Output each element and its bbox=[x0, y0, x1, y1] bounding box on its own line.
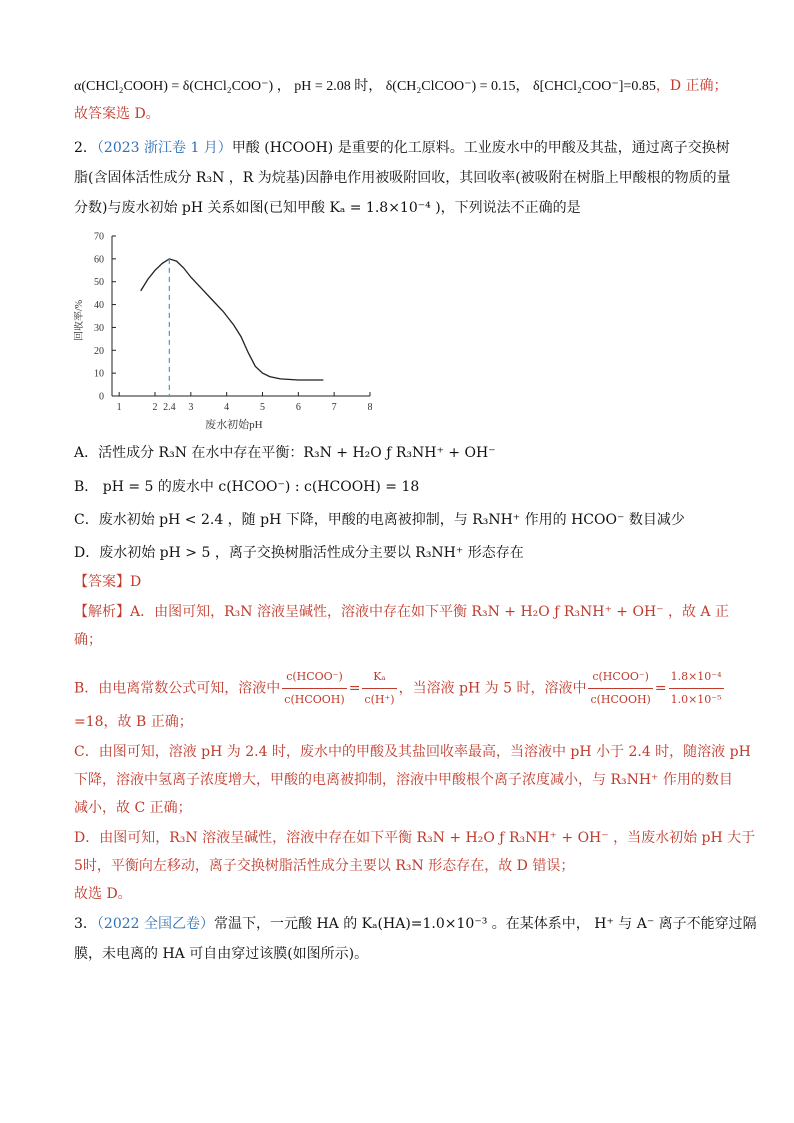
question-text: 常温下，一元酸 HA 的 Kₐ(HA)=1.0×10⁻³ 。在某体系中， H⁺ 与 A⁻ 离子不能穿过隔 bbox=[214, 916, 757, 932]
recovery-rate-chart bbox=[74, 226, 394, 436]
fraction-2-denominator: c(H⁺) bbox=[364, 693, 395, 706]
analysis-d-line-2: 5时，平衡向左移动，离子交换树脂活性成分主要以 R₃N 形态存在，故 D 错误； bbox=[74, 858, 575, 874]
analysis-a-line-2: 确； bbox=[74, 632, 102, 648]
fraction-1 bbox=[282, 666, 346, 711]
analysis-label: 【解析】 bbox=[74, 604, 130, 620]
question-2-line-1 bbox=[74, 138, 730, 158]
question-text: 甲酸 (HCOOH) 是重要的化工原料。工业废水中的甲酸及其盐，通过离子交换树 bbox=[231, 140, 730, 156]
question-2-line-3: 分数)与废水初始 pH 关系如图(已知甲酸 Kₐ = 1.8×10⁻⁴ )，下列说法不正确的是 bbox=[74, 200, 581, 216]
y-tick-label: 30 bbox=[94, 322, 104, 334]
x-tick-label: 5 bbox=[260, 402, 265, 413]
answer-value: D bbox=[130, 574, 142, 590]
x-tick-label: 3 bbox=[188, 402, 194, 413]
question-2-line-2: 脂(含固体活性成分 R₃N ，R 为烷基)因静电作用被吸附回收，其回收率(被吸附在树脂上甲酸根的物质的量 bbox=[74, 170, 731, 186]
analysis-b-line: B．由电离常数公式可知，溶液中 $\frac{\text{c(HCOO⁻)}}{\text{c(HCOOH)}}$ = $\frac{\text{Kₐ}}{c(H^+)}$ ，当溶液 pH 为 5 时，溶液中 $\frac{\text{c(HCOO⁻)}}{\text{c(HCOOH)}}$ = $\frac{\text{1.8×10⁻⁴}}{\text{1.0×10⁻⁵}}$ bbox=[74, 666, 726, 711]
x-tick-label: 4 bbox=[224, 402, 230, 413]
chart-axes bbox=[112, 236, 370, 396]
answer-line bbox=[74, 572, 141, 592]
analysis-c-line-3: 减小，故 C 正确； bbox=[74, 800, 192, 816]
x-tick-label: 8 bbox=[367, 402, 373, 413]
x-axis-label: 废水初始pH bbox=[205, 419, 263, 431]
y-tick-label: 0 bbox=[99, 391, 104, 403]
analysis-b-middle: ，当溶液 pH 为 5 时，溶液中 bbox=[398, 680, 587, 697]
fraction-4-numerator: 1.8×10⁻⁴ bbox=[669, 666, 724, 689]
analysis-c-line-1: C．由图可知，溶液 pH 为 2.4 时，废水中的甲酸及其盐回收率最高，当溶液中 pH 小于 2.4 时，随溶液 pH bbox=[74, 744, 751, 760]
analysis-b-end: =18，故 B 正确； bbox=[74, 714, 193, 730]
fraction-1-numerator: c(HCOO⁻) bbox=[282, 666, 346, 689]
analysis-a-text: A．由图可知，R₃N 溶液呈碱性，溶液中存在如下平衡 R₃N + H₂O ƒ R₃NH⁺ + OH⁻ ，故 A 正 bbox=[130, 604, 729, 620]
x-tick-label: 2 bbox=[152, 402, 158, 413]
question-3-line-2: 膜，未电离的 HA 可自由穿过该膜(如图所示)。 bbox=[74, 946, 369, 962]
fraction-2-numerator: Kₐ bbox=[362, 666, 396, 689]
fraction-3-numerator: c(HCOO⁻) bbox=[588, 666, 652, 689]
solution-continuation bbox=[74, 76, 728, 97]
x-tick-label: 7 bbox=[331, 402, 337, 413]
x-tick-labels bbox=[117, 392, 373, 413]
y-tick-label: 10 bbox=[94, 368, 104, 380]
y-tick-label: 20 bbox=[94, 345, 104, 357]
option-a: A．活性成分 R₃N 在水中存在平衡：R₃N + H₂O ƒ R₃NH⁺ + OH⁻ bbox=[74, 445, 496, 461]
equals-sign: = bbox=[348, 680, 361, 697]
analysis-c-line-2: 下降，溶液中氢离子浓度增大，甲酸的电离被抑制，溶液中甲酸根个离子浓度减小，与 R₃NH⁺ 作用的数目 bbox=[74, 772, 733, 788]
question-source: （2022 全国乙卷） bbox=[96, 916, 215, 932]
x-tick-label: 6 bbox=[295, 402, 301, 413]
x-tick-label: 1 bbox=[116, 402, 122, 413]
question-3-line-1 bbox=[74, 914, 757, 934]
fraction-2 bbox=[362, 666, 396, 711]
fraction-3 bbox=[588, 666, 652, 711]
conclusion-text: ，D 正确； bbox=[655, 78, 728, 94]
fraction-4-denominator: 1.0×10⁻⁵ bbox=[670, 693, 722, 706]
fraction-3-denominator: c(HCOOH) bbox=[590, 693, 651, 706]
y-axis-label: 回收率/% bbox=[74, 299, 85, 341]
question-number: 2． bbox=[74, 140, 97, 156]
analysis-conclusion: 故选 D。 bbox=[74, 886, 132, 902]
analysis-b-prefix: B．由电离常数公式可知，溶液中 bbox=[74, 680, 281, 697]
y-tick-label: 60 bbox=[94, 254, 104, 266]
option-d: D．废水初始 pH > 5 ，离子交换树脂活性成分主要以 R₃NH⁺ 形态存在 bbox=[74, 545, 524, 561]
x-tick-label: 2.4 bbox=[163, 402, 176, 413]
equation-text: α(CHCl₂COOH) = δ(CHCl₂COO⁻) ， pH = 2.08 时， δ(CH₂ClCOO⁻) = 0.15， δ[CHCl₂COO⁻]=0.85 bbox=[74, 79, 656, 94]
question-number: 3． bbox=[74, 916, 97, 932]
answer-choice-line: 故答案选 D。 bbox=[74, 106, 160, 122]
recovery-curve bbox=[141, 259, 324, 380]
y-tick-label: 40 bbox=[94, 300, 104, 312]
y-tick-label: 70 bbox=[94, 231, 104, 243]
option-b: B． pH = 5 的废水中 c(HCOO⁻) : c(HCOOH) = 18 bbox=[74, 479, 420, 495]
y-tick-labels bbox=[94, 232, 116, 403]
option-c: C．废水初始 pH < 2.4 ，随 pH 下降，甲酸的电离被抑制，与 R₃NH⁺ 作用的 HCOO⁻ 数目减少 bbox=[74, 512, 685, 528]
question-source: （2023 浙江卷 1 月） bbox=[96, 140, 232, 156]
analysis-a-line-1 bbox=[74, 602, 729, 622]
answer-label: 【答案】 bbox=[74, 574, 130, 590]
analysis-d-line-1: D．由图可知，R₃N 溶液呈碱性，溶液中存在如下平衡 R₃N + H₂O ƒ R₃NH⁺ + OH⁻ ，当废水初始 pH 大于 bbox=[74, 830, 756, 846]
fraction-4 bbox=[669, 666, 724, 711]
y-tick-label: 50 bbox=[94, 277, 104, 289]
fraction-1-denominator: c(HCOOH) bbox=[284, 693, 345, 706]
